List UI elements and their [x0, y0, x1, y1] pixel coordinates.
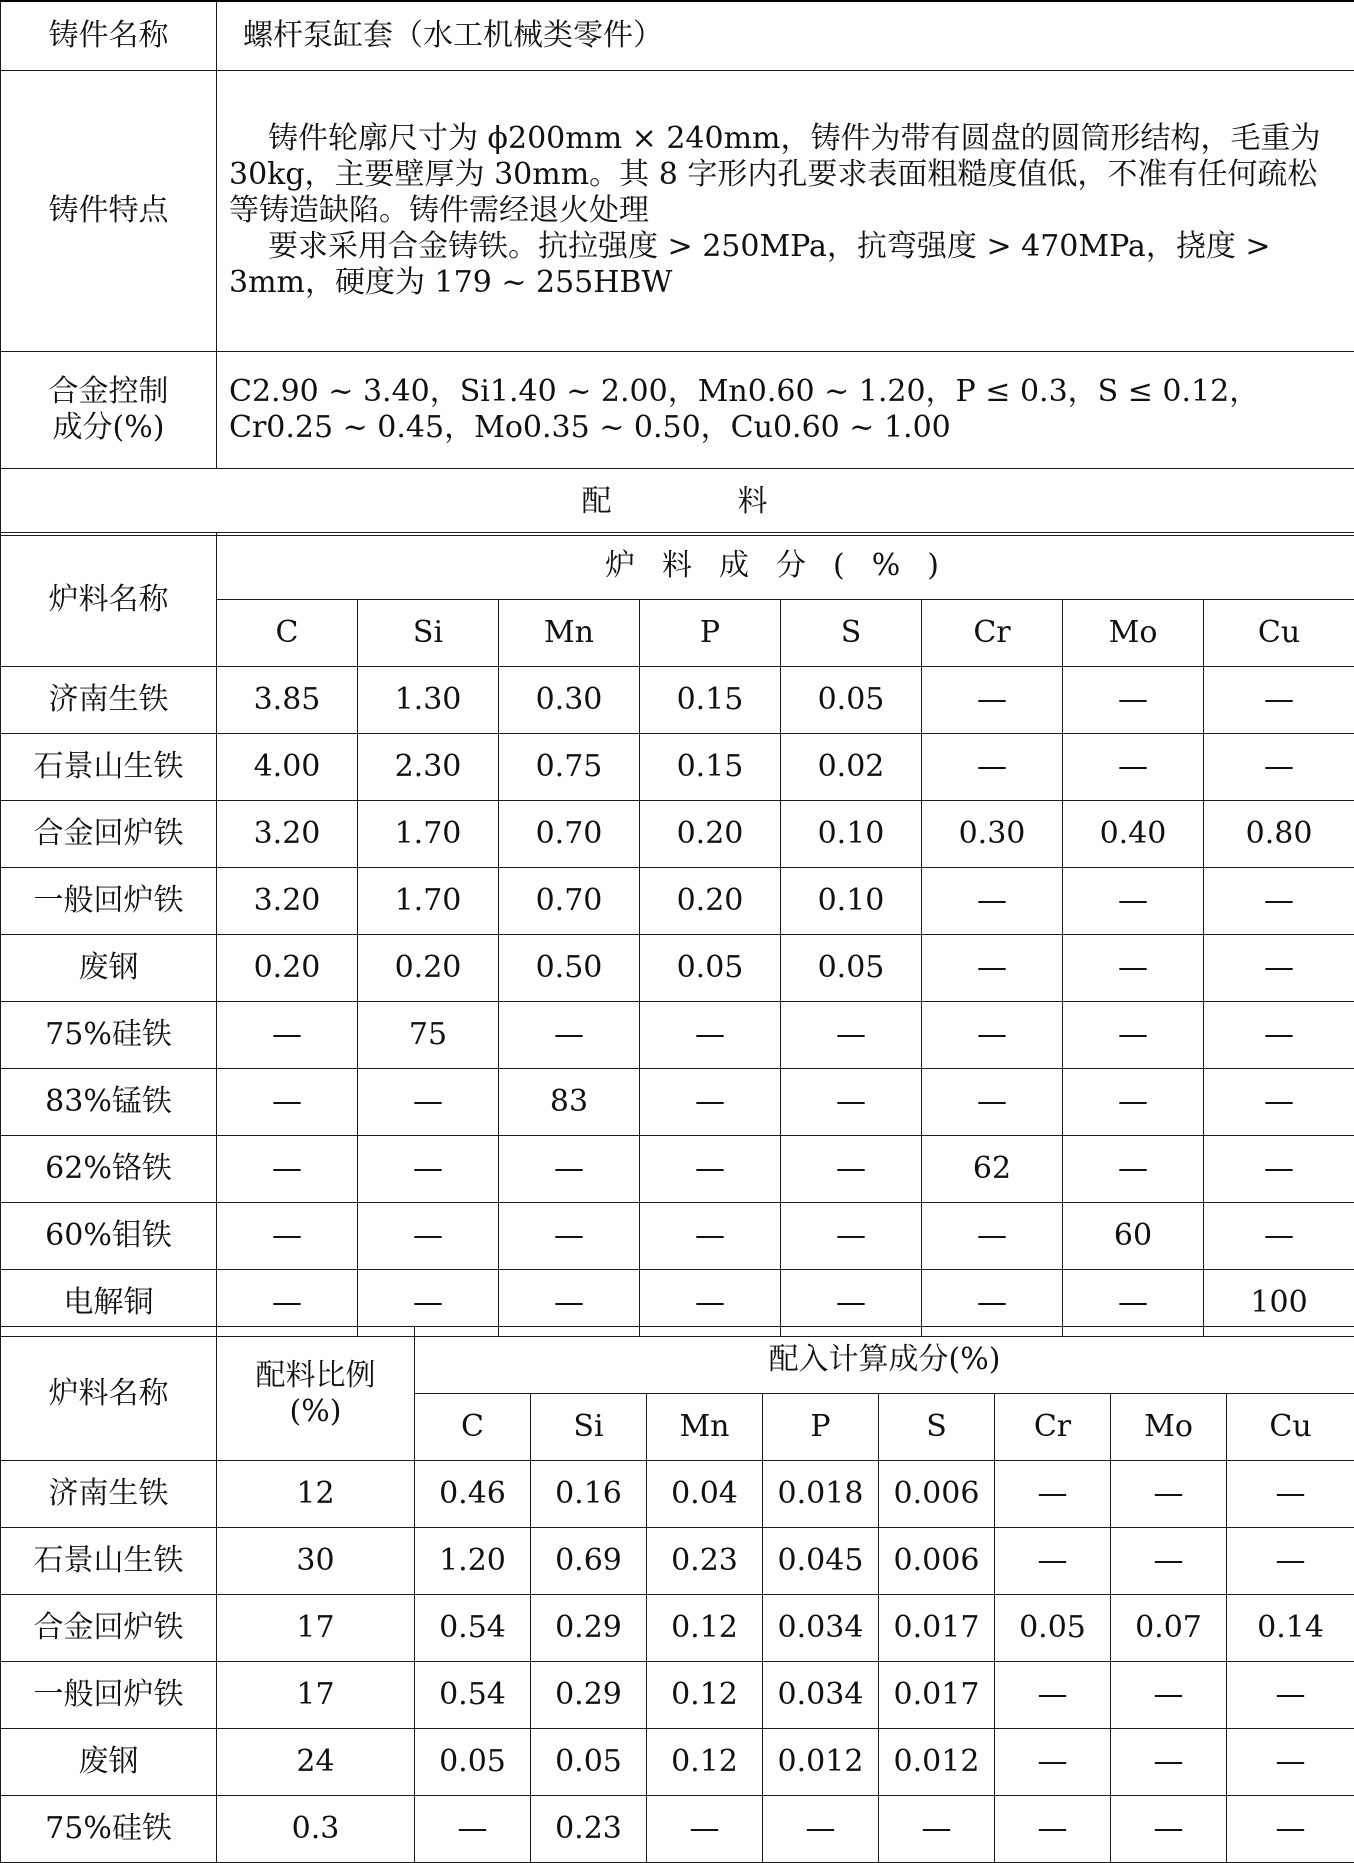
charge-value-cell: 0.15 — [640, 667, 781, 734]
charge-value-cell: 0.75 — [499, 734, 640, 801]
ratio-value-cell: 0.05 — [415, 1729, 531, 1796]
casting-name-row — [1, 1, 1354, 71]
casting-name-value: 螺杆泵缸套（水工机械类零件） — [217, 1, 1354, 71]
ratio-value-cell: 0.045 — [763, 1528, 879, 1595]
charge-column-header: Mo — [1063, 600, 1204, 667]
charge-value-cell: — — [1063, 868, 1204, 935]
charge-row — [1, 734, 1354, 801]
charge-value-cell: — — [781, 1069, 922, 1136]
charge-value-cell: — — [1204, 1136, 1354, 1203]
charge-value-cell: — — [358, 1270, 499, 1337]
charge-value-cell: — — [922, 1203, 1063, 1270]
charge-row — [1, 1002, 1354, 1069]
ratio-group-header: 配入计算成分(%) — [415, 1327, 1354, 1394]
ratio-name-header: 炉料名称 — [1, 1327, 217, 1461]
charge-row — [1, 1136, 1354, 1203]
ratio-value-cell: 1.20 — [415, 1528, 531, 1595]
ratio-value-cell: 0.034 — [763, 1662, 879, 1729]
ratio-value-cell: 0.14 — [1227, 1595, 1354, 1662]
ratio-value-cell: — — [1111, 1662, 1227, 1729]
ratio-value-cell: 0.46 — [415, 1461, 531, 1528]
charge-column-header: C — [217, 600, 358, 667]
casting-features-label: 铸件特点 — [1, 71, 217, 352]
charge-value-cell: 3.85 — [217, 667, 358, 734]
ratio-percent-header — [217, 1327, 415, 1461]
charge-value-cell: 0.50 — [499, 935, 640, 1002]
charge-material-name: 60%钼铁 — [1, 1203, 217, 1270]
charge-column-header: S — [781, 600, 922, 667]
charge-value-cell: 2.30 — [358, 734, 499, 801]
ratio-value-cell: — — [1227, 1461, 1354, 1528]
charge-column-header: Si — [358, 600, 499, 667]
charge-material-name: 济南生铁 — [1, 667, 217, 734]
charge-value-cell: — — [1204, 1069, 1354, 1136]
charge-value-cell: 75 — [358, 1002, 499, 1069]
charge-value-cell: 3.20 — [217, 801, 358, 868]
ratio-value-cell: — — [995, 1662, 1111, 1729]
charge-value-cell: — — [922, 734, 1063, 801]
charge-value-cell: — — [781, 1136, 922, 1203]
ratio-value-cell: — — [1111, 1729, 1227, 1796]
charge-column-header: Cr — [922, 600, 1063, 667]
ratio-value-cell: — — [1111, 1796, 1227, 1863]
charge-value-cell: — — [499, 1203, 640, 1270]
charge-value-cell: 0.10 — [781, 868, 922, 935]
charge-column-header: Mn — [499, 600, 640, 667]
ratio-value-cell: — — [1227, 1729, 1354, 1796]
ratio-column-header: S — [879, 1394, 995, 1461]
charge-value-cell: 0.20 — [640, 801, 781, 868]
charge-value-cell: — — [1063, 1270, 1204, 1337]
charge-value-cell: — — [1204, 1002, 1354, 1069]
charge-value-cell: 0.30 — [922, 801, 1063, 868]
ratio-value-cell: 0.006 — [879, 1461, 995, 1528]
ratio-value-cell: 0.12 — [647, 1662, 763, 1729]
ratio-value-cell: 0.23 — [531, 1796, 647, 1863]
ratio-value-cell: 0.006 — [879, 1528, 995, 1595]
charge-value-cell: — — [640, 1270, 781, 1337]
ratio-column-header: Si — [531, 1394, 647, 1461]
ratio-value-cell: 0.69 — [531, 1528, 647, 1595]
charge-value-cell: 83 — [499, 1069, 640, 1136]
charge-value-cell: 100 — [1204, 1270, 1354, 1337]
charge-value-cell: — — [358, 1203, 499, 1270]
ratio-value-cell: — — [415, 1796, 531, 1863]
ratio-value-cell: — — [647, 1796, 763, 1863]
charge-row — [1, 935, 1354, 1002]
charge-value-cell: — — [640, 1002, 781, 1069]
ratio-value-cell: 0.04 — [647, 1461, 763, 1528]
charge-material-name: 石景山生铁 — [1, 734, 217, 801]
casting-features-text — [217, 71, 1354, 352]
ratio-header-line-1: 配料比例 — [256, 1358, 376, 1393]
charge-value-cell: — — [922, 1069, 1063, 1136]
ratio-value-cell: 0.017 — [879, 1662, 995, 1729]
charge-material-name: 75%硅铁 — [1, 1002, 217, 1069]
ratio-value-cell: — — [995, 1729, 1111, 1796]
ratio-value-cell: 0.012 — [879, 1729, 995, 1796]
charge-column-header: P — [640, 600, 781, 667]
ratio-value-cell: — — [879, 1796, 995, 1863]
casting-features-paragraph-2: 要求采用合金铸铁。抗拉强度 > 250MPa，抗弯强度 > 470MPa，挠度 > 3mm，硬度为 179 ~ 255HBW — [229, 229, 1344, 301]
charge-material-name: 合金回炉铁 — [1, 801, 217, 868]
ratio-material-name: 合金回炉铁 — [1, 1595, 217, 1662]
charge-value-cell: 0.70 — [499, 801, 640, 868]
ratio-value-cell: 0.29 — [531, 1662, 647, 1729]
charge-value-cell: 0.40 — [1063, 801, 1204, 868]
ratio-material-name: 石景山生铁 — [1, 1528, 217, 1595]
charge-material-name: 62%铬铁 — [1, 1136, 217, 1203]
charge-value-cell: — — [1063, 1069, 1204, 1136]
charge-value-cell: — — [781, 1002, 922, 1069]
ratio-percent-cell: 30 — [217, 1528, 415, 1595]
charge-value-cell: 1.70 — [358, 801, 499, 868]
charge-value-cell: — — [781, 1270, 922, 1337]
alloy-composition-row — [1, 352, 1354, 469]
ratio-value-cell: — — [763, 1796, 879, 1863]
charge-value-cell: — — [1063, 935, 1204, 1002]
ratio-percent-cell: 17 — [217, 1595, 415, 1662]
ratio-value-cell: 0.017 — [879, 1595, 995, 1662]
ratio-row — [1, 1662, 1354, 1729]
charge-value-cell: 0.20 — [640, 868, 781, 935]
charge-value-cell: — — [922, 667, 1063, 734]
ratio-row — [1, 1729, 1354, 1796]
charge-material-name: 废钢 — [1, 935, 217, 1002]
charge-composition-table — [0, 532, 1354, 1337]
charge-value-cell: — — [1063, 734, 1204, 801]
alloy-composition-value: C2.90 ~ 3.40，Si1.40 ~ 2.00，Mn0.60 ~ 1.20，P ≤ 0.3，S ≤ 0.12，Cr0.25 ~ 0.45，Mo0.35 ~ 0.50，Cu0.60 ~ 1.00 — [217, 352, 1354, 469]
ratio-value-cell: — — [995, 1528, 1111, 1595]
ratio-value-cell: — — [995, 1461, 1111, 1528]
alloy-composition-label — [1, 352, 217, 469]
charge-material-name: 83%锰铁 — [1, 1069, 217, 1136]
section-title-row — [1, 469, 1354, 536]
casting-features-paragraph-1: 铸件轮廓尺寸为 ϕ200mm × 240mm，铸件为带有圆盘的圆筒形结构，毛重为 30kg，主要壁厚为 30mm。其 8 字形内孔要求表面粗糙度值低，不准有任何疏松等铸造缺陷。铸件需经退火处理 — [229, 121, 1344, 229]
ratio-material-name: 75%硅铁 — [1, 1796, 217, 1863]
charge-value-cell: — — [1204, 1203, 1354, 1270]
ratio-column-header: Mo — [1111, 1394, 1227, 1461]
charge-value-cell: — — [1204, 667, 1354, 734]
charge-value-cell: 4.00 — [217, 734, 358, 801]
ratio-value-cell: 0.05 — [995, 1595, 1111, 1662]
casting-name-label: 铸件名称 — [1, 1, 217, 71]
ratio-value-cell: 0.07 — [1111, 1595, 1227, 1662]
ratio-column-header: Cr — [995, 1394, 1111, 1461]
ratio-value-cell: 0.018 — [763, 1461, 879, 1528]
charge-value-cell: 0.30 — [499, 667, 640, 734]
charge-value-cell: 62 — [922, 1136, 1063, 1203]
charge-value-cell: — — [217, 1270, 358, 1337]
charge-row — [1, 1069, 1354, 1136]
charge-value-cell: — — [1063, 1136, 1204, 1203]
ratio-row — [1, 1528, 1354, 1595]
charge-body — [1, 667, 1354, 1337]
ratio-value-cell: 0.012 — [763, 1729, 879, 1796]
charge-column-header: Cu — [1204, 600, 1354, 667]
charge-material-name: 一般回炉铁 — [1, 868, 217, 935]
ratio-column-header: P — [763, 1394, 879, 1461]
casting-features-row — [1, 71, 1354, 352]
ratio-material-name: 一般回炉铁 — [1, 1662, 217, 1729]
charge-value-cell: — — [1063, 667, 1204, 734]
charge-value-cell: — — [358, 1069, 499, 1136]
ratio-value-cell: 0.29 — [531, 1595, 647, 1662]
ratio-percent-cell: 12 — [217, 1461, 415, 1528]
charge-row — [1, 868, 1354, 935]
ratio-header-line-2: (%) — [290, 1394, 342, 1429]
charge-value-cell: — — [499, 1002, 640, 1069]
ratio-value-cell: 0.12 — [647, 1729, 763, 1796]
charge-value-cell: 0.15 — [640, 734, 781, 801]
charge-value-cell: — — [640, 1203, 781, 1270]
ratio-value-cell: 0.54 — [415, 1595, 531, 1662]
charge-value-cell: — — [922, 1002, 1063, 1069]
ratio-row — [1, 1461, 1354, 1528]
ratio-column-header: C — [415, 1394, 531, 1461]
charge-row — [1, 1203, 1354, 1270]
ratio-value-cell: 0.54 — [415, 1662, 531, 1729]
ratio-value-cell: — — [1227, 1796, 1354, 1863]
charge-value-cell: 0.80 — [1204, 801, 1354, 868]
ratio-material-name: 废钢 — [1, 1729, 217, 1796]
charge-value-cell: — — [499, 1270, 640, 1337]
charge-value-cell: — — [217, 1203, 358, 1270]
charge-value-cell: — — [499, 1136, 640, 1203]
ratio-column-header: Cu — [1227, 1394, 1354, 1461]
section-title: 配料 — [1, 469, 1354, 536]
charge-value-cell: 0.70 — [499, 868, 640, 935]
ratio-value-cell: 0.05 — [531, 1729, 647, 1796]
ratio-value-cell: 0.16 — [531, 1461, 647, 1528]
charge-material-name: 电解铜 — [1, 1270, 217, 1337]
charge-value-cell: — — [1063, 1002, 1204, 1069]
ratio-value-cell: 0.034 — [763, 1595, 879, 1662]
charge-value-cell: — — [1204, 868, 1354, 935]
charge-value-cell: 1.70 — [358, 868, 499, 935]
charge-value-cell: — — [1204, 734, 1354, 801]
ratio-value-cell: — — [1111, 1461, 1227, 1528]
ratio-body — [1, 1461, 1354, 1863]
ratio-value-cell: 0.23 — [647, 1528, 763, 1595]
charge-value-cell: — — [640, 1069, 781, 1136]
charge-value-cell: 0.10 — [781, 801, 922, 868]
ratio-value-cell: — — [995, 1796, 1111, 1863]
charge-value-cell: 0.20 — [358, 935, 499, 1002]
charge-value-cell: — — [781, 1203, 922, 1270]
alloy-label-line-1: 合金控制 — [49, 374, 169, 409]
charge-value-cell: — — [922, 935, 1063, 1002]
charge-value-cell: 1.30 — [358, 667, 499, 734]
charge-header-row — [1, 533, 1354, 600]
alloy-label-line-2: 成分(%) — [53, 410, 165, 445]
charge-value-cell: — — [640, 1136, 781, 1203]
charge-value-cell: 0.20 — [217, 935, 358, 1002]
charge-group-header: 炉料成分(%) — [217, 533, 1354, 600]
charge-value-cell: 0.02 — [781, 734, 922, 801]
charge-value-cell: — — [1204, 935, 1354, 1002]
charge-value-cell: 0.05 — [781, 935, 922, 1002]
ratio-row — [1, 1796, 1354, 1863]
ratio-material-name: 济南生铁 — [1, 1461, 217, 1528]
charge-value-cell: 0.05 — [781, 667, 922, 734]
ratio-value-cell: — — [1111, 1528, 1227, 1595]
charge-value-cell: 0.05 — [640, 935, 781, 1002]
charge-value-cell: — — [358, 1136, 499, 1203]
ratio-composition-table — [0, 1326, 1354, 1863]
charge-name-header: 炉料名称 — [1, 533, 217, 667]
charge-row — [1, 667, 1354, 734]
charge-value-cell: 60 — [1063, 1203, 1204, 1270]
charge-row — [1, 801, 1354, 868]
ratio-header-row — [1, 1327, 1354, 1394]
ratio-column-header: Mn — [647, 1394, 763, 1461]
casting-info-table — [0, 0, 1354, 536]
charge-value-cell: — — [922, 1270, 1063, 1337]
charge-value-cell: — — [217, 1002, 358, 1069]
ratio-value-cell: — — [1227, 1528, 1354, 1595]
ratio-row — [1, 1595, 1354, 1662]
charge-value-cell: — — [922, 868, 1063, 935]
ratio-percent-cell: 17 — [217, 1662, 415, 1729]
charge-value-cell: — — [217, 1069, 358, 1136]
ratio-percent-cell: 24 — [217, 1729, 415, 1796]
charge-value-cell: — — [217, 1136, 358, 1203]
ratio-value-cell: — — [1227, 1662, 1354, 1729]
charge-value-cell: 3.20 — [217, 868, 358, 935]
ratio-percent-cell: 0.3 — [217, 1796, 415, 1863]
ratio-value-cell: 0.12 — [647, 1595, 763, 1662]
